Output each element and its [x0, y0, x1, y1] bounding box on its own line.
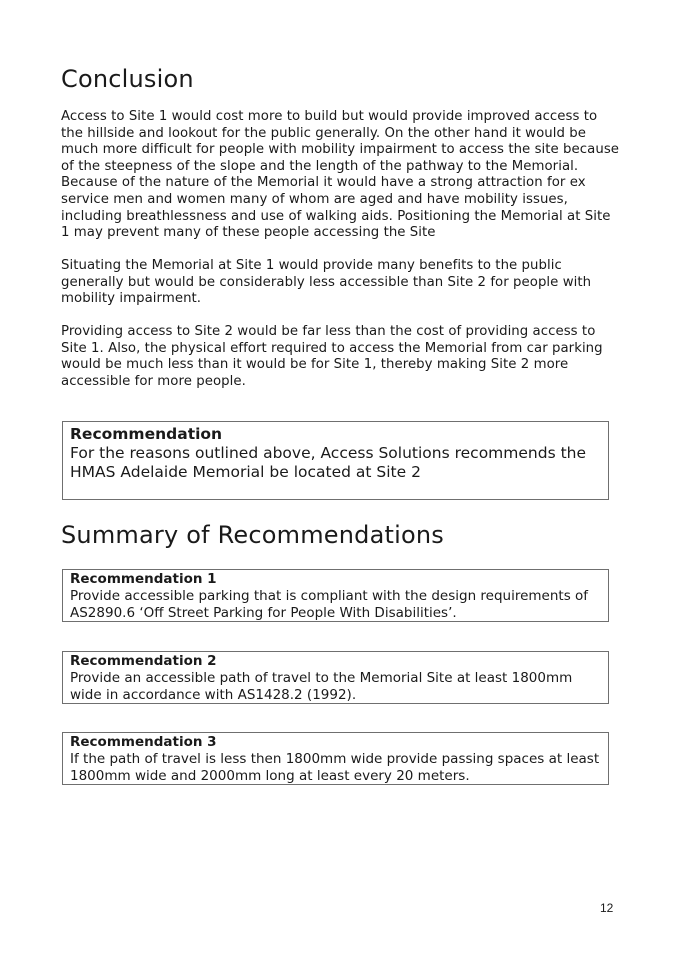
recommendation-3-title: Recommendation 3 [70, 734, 217, 750]
recommendation-2-text: Provide an accessible path of travel to the Memorial Site at least 1800mm wide in accordance with AS1428.2 (1992). [70, 670, 573, 703]
conclusion-heading: Conclusion [61, 65, 194, 93]
recommendation-title: Recommendation [70, 425, 223, 443]
recommendation-3-box [62, 732, 609, 785]
recommendation-3-text: If the path of travel is less then 1800mm wide provide passing spaces at least 1800mm wide and 2000mm long at least every 20 meters. [70, 751, 600, 784]
recommendation-1-box [62, 569, 609, 622]
recommendation-2-box [62, 651, 609, 704]
conclusion-paragraph-1: Access to Site 1 would cost more to build but would provide improved access to the hillside and lookout for the public generally. On the other hand it would be much more difficult for people with mobility impairment to access the site because of the steepness of the slope and the length of the pathway to the Memorial. Because of the nature of the Memorial it would have a strong attraction for ex service men and women many of whom are aged and have mobility issues, including breathlessness and use of walking aids. Positioning the Memorial at Site 1 may prevent many of these people accessing the Site [61, 109, 620, 241]
recommendation-1-text: Provide accessible parking that is compliant with the design requirements of AS2890.6 ‘Off Street Parking for People With Disabilities’. [70, 588, 589, 621]
summary-heading: Summary of Recommendations [61, 521, 444, 549]
conclusion-paragraph-2: Situating the Memorial at Site 1 would provide many benefits to the public generally but would be considerably less accessible than Site 2 for people with mobility impairment. [61, 258, 592, 307]
page-number: 12 [600, 901, 614, 915]
conclusion-paragraph-3: Providing access to Site 2 would be far less than the cost of providing access to Site 1. Also, the physical effort required to access the Memorial from car parking would be much less than it would be for Site 1, thereby making Site 2 more accessible for more people. [61, 324, 603, 389]
recommendation-text: For the reasons outlined above, Access Solutions recommends the HMAS Adelaide Memorial be located at Site 2 [70, 444, 587, 481]
recommendation-2-title: Recommendation 2 [70, 653, 217, 669]
recommendation-1-title: Recommendation 1 [70, 571, 217, 587]
recommendation-box [62, 421, 609, 500]
